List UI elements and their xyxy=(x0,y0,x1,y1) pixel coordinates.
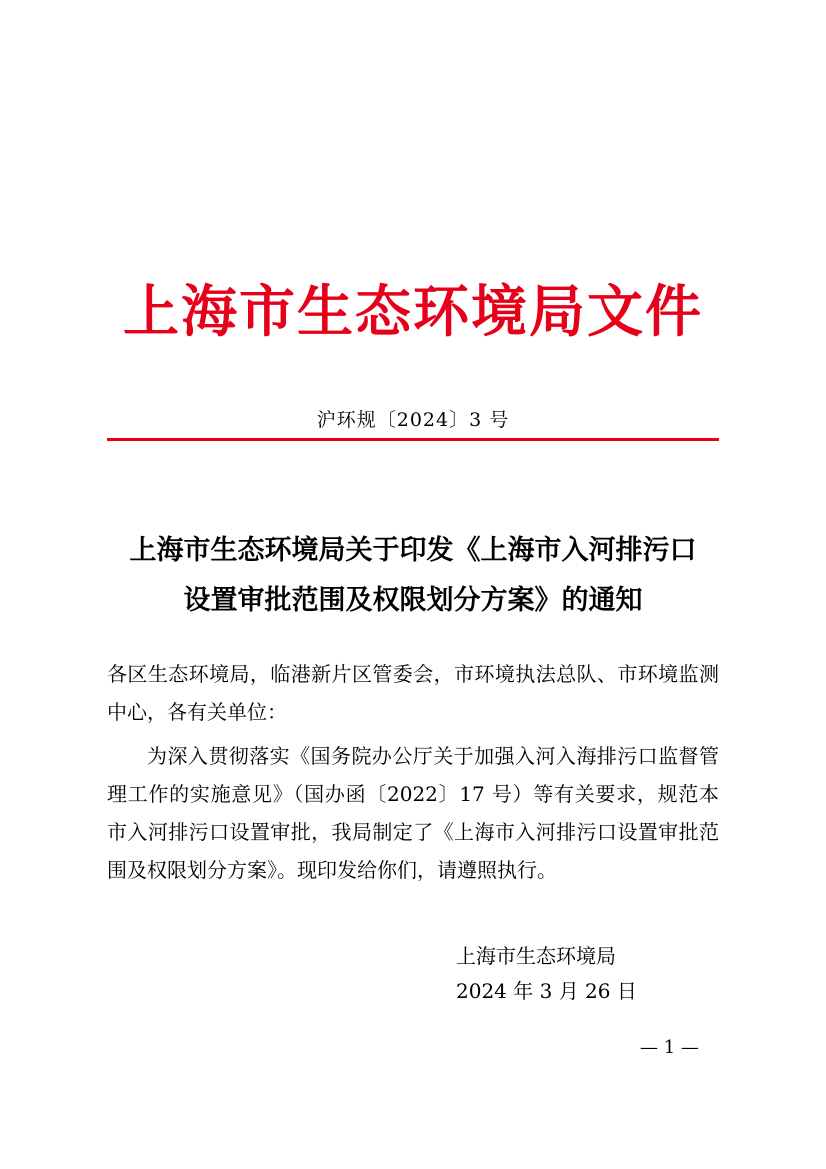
salutation: 各区生态环境局，临港新片区管委会，市环境执法总队、市环境监测中心，各有关单位： xyxy=(107,662,719,724)
signing-organization: 上海市生态环境局 xyxy=(456,944,616,968)
document-number: 沪环规〔2024〕3 号 xyxy=(316,409,510,431)
body-paragraph: 为深入贯彻落实《国务院办公厅关于加强入河入海排污口监督管理工作的实施意见》（国办函〔2022〕17 号）等有关要求，规范本市入河排污口设置审批，我局制定了《上海市入河排污口设置审批范围及权限划分方案》。现印发给你们，请遵照执行。 xyxy=(107,744,719,882)
notice-title-line-2: 设置审批范围及权限划分方案》的通知 xyxy=(183,585,643,616)
signing-date: 2024 年 3 月 26 日 xyxy=(456,979,637,1003)
issuer-title: 上海市生态环境局文件 xyxy=(123,279,703,345)
red-divider xyxy=(107,438,719,441)
page-number: — 1 — xyxy=(640,1037,699,1058)
notice-title-line-1: 上海市生态环境局关于印发《上海市入河排污口 xyxy=(129,535,697,566)
